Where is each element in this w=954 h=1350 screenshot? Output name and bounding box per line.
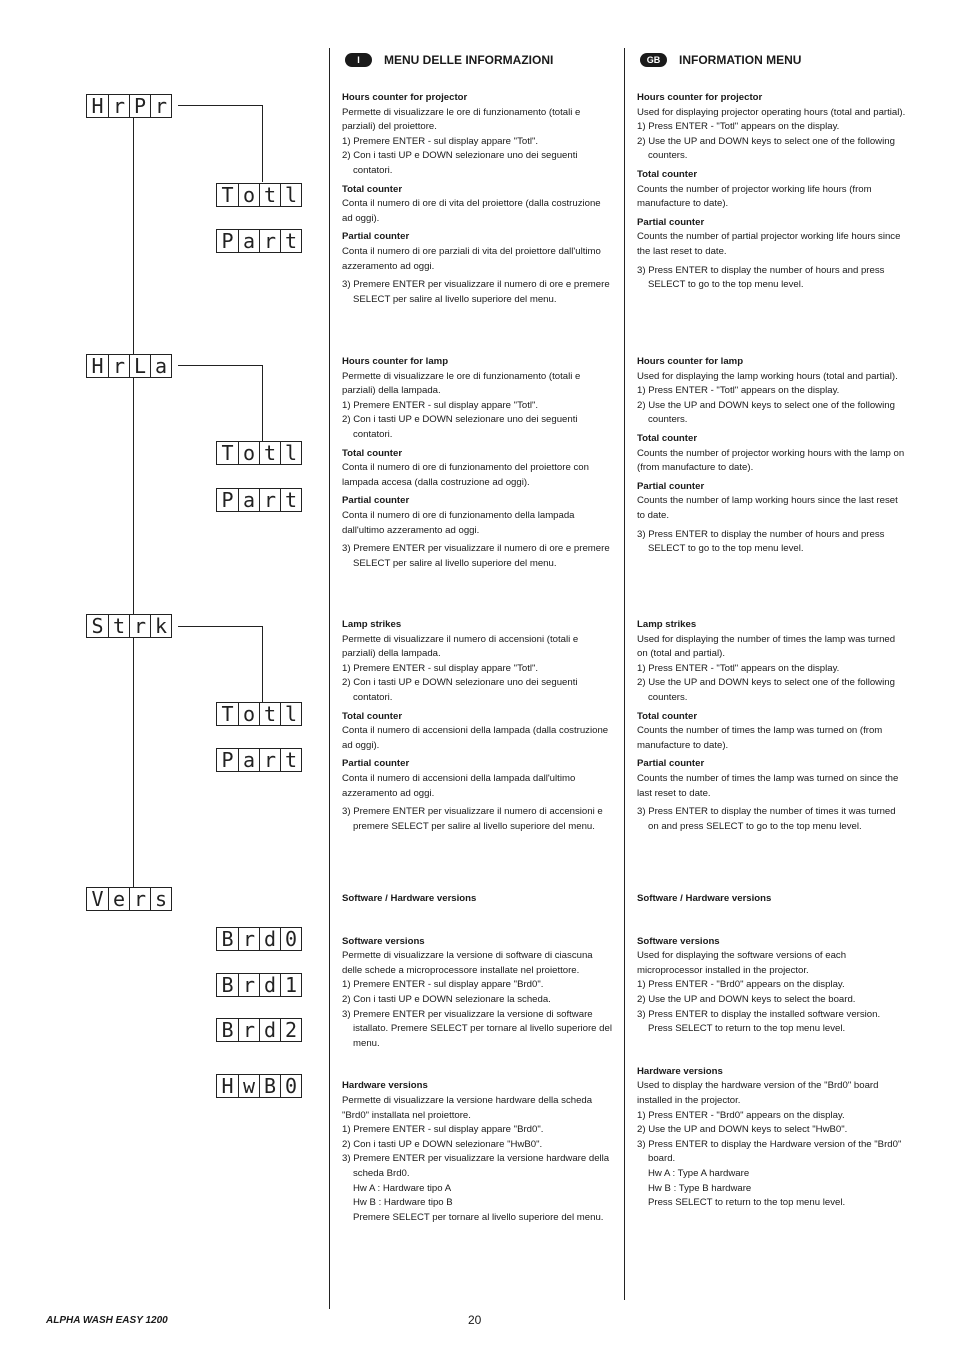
display-char: w [238, 1075, 259, 1097]
subheading: Total counter [637, 710, 698, 722]
section-title: Lamp strikes [637, 619, 697, 630]
column-divider-right [624, 48, 625, 1300]
display-char: B [221, 1018, 234, 1042]
note: Press SELECT to return to the top menu level. [648, 1197, 846, 1209]
connector-strk-drop [262, 626, 263, 702]
display-hrla [86, 354, 172, 378]
footer-model: ALPHA WASH EASY 1200 [46, 1315, 168, 1326]
step: 2) Con i tasti UP e DOWN selezionare uno dei seguenti contatori. [342, 150, 578, 176]
step: 3) Press ENTER to display the installed software version. Press SELECT to return to the top menu level. [637, 1008, 881, 1035]
display-char: P [221, 748, 234, 772]
subheading: Hardware versions [342, 1080, 428, 1092]
display-char: s [150, 888, 171, 910]
gb-section-versions [637, 892, 907, 1211]
it-badge: I [345, 53, 372, 67]
display-char: H [221, 1074, 234, 1098]
display-char: P [221, 229, 234, 253]
section-title: Software / Hardware versions [637, 893, 772, 904]
subheading: Total counter [637, 432, 698, 444]
paragraph: Conta il numero di ore di funzionamento della lampada dall'ultimo azzeramento ad oggi. [342, 509, 575, 536]
display-part-2 [216, 488, 302, 512]
display-char: r [238, 928, 259, 950]
display-totl-2 [216, 441, 302, 465]
display-char: T [221, 702, 234, 726]
display-char: d [259, 928, 280, 950]
display-char: T [221, 183, 234, 207]
subheading: Total counter [637, 168, 698, 180]
subheading: Partial counter [637, 758, 705, 770]
display-char: r [150, 95, 171, 117]
step: 2) Use the UP and DOWN keys to select one of the following counters. [637, 677, 895, 703]
connector-hrla [178, 365, 262, 366]
subheading: Partial counter [342, 231, 410, 243]
display-char: H [91, 94, 104, 118]
it-title: MENU DELLE INFORMAZIONI [384, 53, 554, 67]
note: Hw A : Type A hardware [648, 1167, 750, 1179]
display-char: P [129, 95, 150, 117]
step: 3) Premere ENTER per visualizzare il numero di accensioni e premere SELECT per salire al livello superiore del menu. [342, 806, 603, 832]
display-char: B [221, 927, 234, 951]
connector-hrpr [178, 105, 262, 106]
column-divider-left [329, 48, 330, 1309]
step: 3) Press ENTER to display the number of hours and press SELECT to go to the top menu level. [637, 264, 885, 291]
section-intro: Permette di visualizzare le ore di funzionamento (totali e parziali) del proiettore. [342, 106, 581, 133]
header-gb [640, 53, 801, 67]
display-char: t [280, 230, 301, 252]
display-char: a [238, 489, 259, 511]
step: 1) Press ENTER - "Totl" appears on the display. [637, 385, 840, 397]
display-char: r [108, 355, 129, 377]
display-char: o [238, 184, 259, 206]
display-char: T [221, 441, 234, 465]
section-intro: Used for displaying the lamp working hours (total and partial). [637, 370, 898, 382]
display-char: t [259, 442, 280, 464]
section-title: Hours counter for projector [637, 92, 763, 103]
step: 3) Press ENTER to display the number of times it was turned on and press SELECT to go to the top menu level. [637, 806, 896, 832]
step: 1) Premere ENTER - sul display appare "Totl". [342, 135, 539, 147]
display-char: l [280, 703, 301, 725]
connector-strk [178, 626, 262, 627]
paragraph: Conta il numero di ore parziali di vita del proiettore dall'ultimo azzeramento ad oggi. [342, 245, 601, 272]
connector-hrpr-drop [262, 105, 263, 182]
paragraph: Counts the number of projector working life hours (from manufacture to date). [637, 183, 872, 210]
display-char: a [238, 230, 259, 252]
step: 3) Premere ENTER per visualizzare il numero di ore e premere SELECT per salire al livello superiore del menu. [342, 543, 610, 569]
it-section-projector-hours [342, 91, 612, 307]
paragraph: Counts the number of lamp working hours since the last reset to date. [637, 495, 898, 521]
display-char: t [259, 703, 280, 725]
section-intro: Used for displaying the number of times the lamp was turned on (total and partial). [637, 633, 896, 660]
display-char: d [259, 1019, 280, 1041]
display-char: 0 [280, 928, 301, 950]
display-part-1 [216, 229, 302, 253]
display-char: B [259, 1075, 280, 1097]
step: 3) Premere ENTER per visualizzare il numero di ore e premere SELECT per salire al livello superiore del menu. [342, 279, 610, 305]
display-char: P [221, 488, 234, 512]
step: 2) Use the UP and DOWN keys to select "HwB0". [637, 1124, 848, 1136]
paragraph: Conta il numero di accensioni della lampada (dalla costruzione ad oggi). [342, 725, 609, 751]
display-char: a [150, 355, 171, 377]
step: 2) Use the UP and DOWN keys to select the board. [637, 993, 856, 1005]
display-char: t [259, 184, 280, 206]
display-char: r [259, 230, 280, 252]
section-intro: Permette di visualizzare le ore di funzionamento (totali e parziali) della lampada. [342, 370, 581, 397]
display-char: o [238, 442, 259, 464]
gb-section-lamp-hours [637, 355, 907, 557]
gb-section-projector-hours [637, 91, 907, 293]
step: 1) Press ENTER - "Totl" appears on the display. [637, 121, 840, 133]
display-char: 1 [280, 974, 301, 996]
display-part-3 [216, 748, 302, 772]
section-title: Lamp strikes [342, 619, 402, 630]
display-char: H [91, 354, 104, 378]
note: Premere SELECT per tornare al livello superiore del menu. [353, 1211, 604, 1223]
display-char: l [280, 184, 301, 206]
display-char: t [108, 615, 129, 637]
note: Hw B : Hardware tipo B [353, 1197, 453, 1209]
step: 1) Press ENTER - "Totl" appears on the display. [637, 662, 840, 674]
subheading: Partial counter [637, 216, 705, 228]
display-hwb0 [216, 1074, 302, 1098]
note: Hw B : Type B hardware [648, 1182, 752, 1194]
paragraph: Counts the number of times the lamp was turned on (from manufacture to date). [637, 725, 883, 751]
subheading: Software versions [637, 935, 720, 947]
display-char: a [238, 749, 259, 771]
display-brd2 [216, 1018, 302, 1042]
display-char: l [280, 442, 301, 464]
display-hrpr [86, 94, 172, 118]
step: 2) Con i tasti UP e DOWN selezionare la scheda. [342, 993, 551, 1005]
section-intro: Used for displaying projector operating hours (total and partial). [637, 106, 906, 118]
it-section-lamp-strikes [342, 618, 612, 834]
display-strk [86, 614, 172, 638]
subheading: Total counter [342, 183, 403, 195]
subheading: Total counter [342, 710, 403, 722]
display-char: L [129, 355, 150, 377]
display-char: 0 [280, 1075, 301, 1097]
step: 1) Premere ENTER - sul display appare "Brd0". [342, 1124, 544, 1136]
display-char: k [150, 615, 171, 637]
display-char: r [238, 1019, 259, 1041]
display-char: 2 [280, 1019, 301, 1041]
display-char: S [91, 614, 104, 638]
paragraph: Conta il numero di accensioni della lampada dall'ultimo azzeramento ad oggi. [342, 772, 576, 799]
section-title: Hours counter for lamp [637, 356, 744, 367]
paragraph: Permette di visualizzare la versione di software di ciascuna delle schede a microprocessore installate nel proiettore. [342, 950, 593, 976]
step: 2) Use the UP and DOWN keys to select one of the following counters. [637, 399, 895, 426]
paragraph: Conta il numero di ore di funzionamento del proiettore con lampada accesa (dalla costruzione ad oggi). [342, 462, 589, 488]
paragraph: Counts the number of times the lamp was turned on since the last reset to date. [637, 772, 899, 799]
subheading: Hardware versions [637, 1065, 723, 1077]
gb-badge: GB [640, 53, 667, 67]
display-char: t [280, 489, 301, 511]
display-brd0 [216, 927, 302, 951]
step: 1) Premere ENTER - sul display appare "Totl". [342, 399, 539, 411]
section-intro: Permette di visualizzare il numero di accensioni (totali e parziali) della lampada. [342, 633, 579, 660]
section-title: Software / Hardware versions [342, 893, 477, 904]
display-char: o [238, 703, 259, 725]
display-totl-3 [216, 702, 302, 726]
step: 3) Premere ENTER per visualizzare la versione di software istallato. Premere SELECT per tornare al livello superiore del menu. [342, 1008, 612, 1049]
gb-section-lamp-strikes [637, 618, 907, 834]
display-char: r [129, 888, 150, 910]
connector-hrla-drop [262, 365, 263, 441]
display-char: r [129, 615, 150, 637]
step: 1) Press ENTER - "Brd0" appears on the display. [637, 1109, 845, 1121]
step: 3) Premere ENTER per visualizzare la versione hardware della scheda Brd0. [342, 1153, 610, 1179]
display-char: r [108, 95, 129, 117]
display-vers [86, 887, 172, 911]
section-title: Hours counter for lamp [342, 356, 449, 367]
tree-main-line [133, 116, 134, 888]
subheading: Partial counter [342, 495, 410, 507]
subheading: Total counter [342, 447, 403, 459]
display-char: V [91, 887, 104, 911]
display-char: e [108, 888, 129, 910]
step: 2) Con i tasti UP e DOWN selezionare "HwB0". [342, 1138, 543, 1150]
step: 1) Premere ENTER - sul display appare "Brd0". [342, 979, 544, 991]
step: 2) Con i tasti UP e DOWN selezionare uno dei seguenti contatori. [342, 677, 578, 703]
gb-title: INFORMATION MENU [679, 53, 802, 67]
paragraph: Used for displaying the software versions of each microprocessor installed in the projector. [637, 950, 847, 976]
header-it [345, 53, 553, 67]
subheading: Partial counter [637, 480, 705, 492]
display-char: r [238, 974, 259, 996]
display-char: t [280, 749, 301, 771]
subheading: Software versions [342, 935, 425, 947]
step: 1) Premere ENTER - sul display appare "Totl". [342, 662, 539, 674]
subheading: Partial counter [342, 758, 410, 770]
page-number: 20 [468, 1313, 482, 1327]
display-totl-1 [216, 183, 302, 207]
paragraph: Counts the number of partial projector working life hours since the last reset to date. [637, 231, 901, 257]
display-char: B [221, 973, 234, 997]
display-char: r [259, 749, 280, 771]
section-title: Hours counter for projector [342, 92, 468, 103]
step: 2) Use the UP and DOWN keys to select one of the following counters. [637, 135, 895, 162]
it-section-lamp-hours [342, 355, 612, 571]
note: Hw A : Hardware tipo A [353, 1182, 452, 1194]
paragraph: Used to display the hardware version of the "Brd0" board installed in the projector. [637, 1080, 879, 1106]
step: 2) Con i tasti UP e DOWN selezionare uno dei seguenti contatori. [342, 414, 578, 440]
step: 3) Press ENTER to display the number of hours and press SELECT to go to the top menu level. [637, 528, 885, 555]
paragraph: Counts the number of projector working hours with the lamp on (from manufacture to date). [637, 447, 905, 474]
display-char: r [259, 489, 280, 511]
it-section-versions [342, 892, 612, 1225]
step: 3) Press ENTER to display the Hardware version of the "Brd0" board. [637, 1138, 902, 1165]
paragraph: Permette di visualizzare la versione hardware della scheda "Brd0" installata nel proiettore. [342, 1094, 593, 1121]
paragraph: Conta il numero di ore di vita del proiettore (dalla costruzione ad oggi). [342, 198, 601, 224]
step: 1) Press ENTER - "Brd0" appears on the display. [637, 979, 845, 991]
display-brd1 [216, 973, 302, 997]
display-char: d [259, 974, 280, 996]
